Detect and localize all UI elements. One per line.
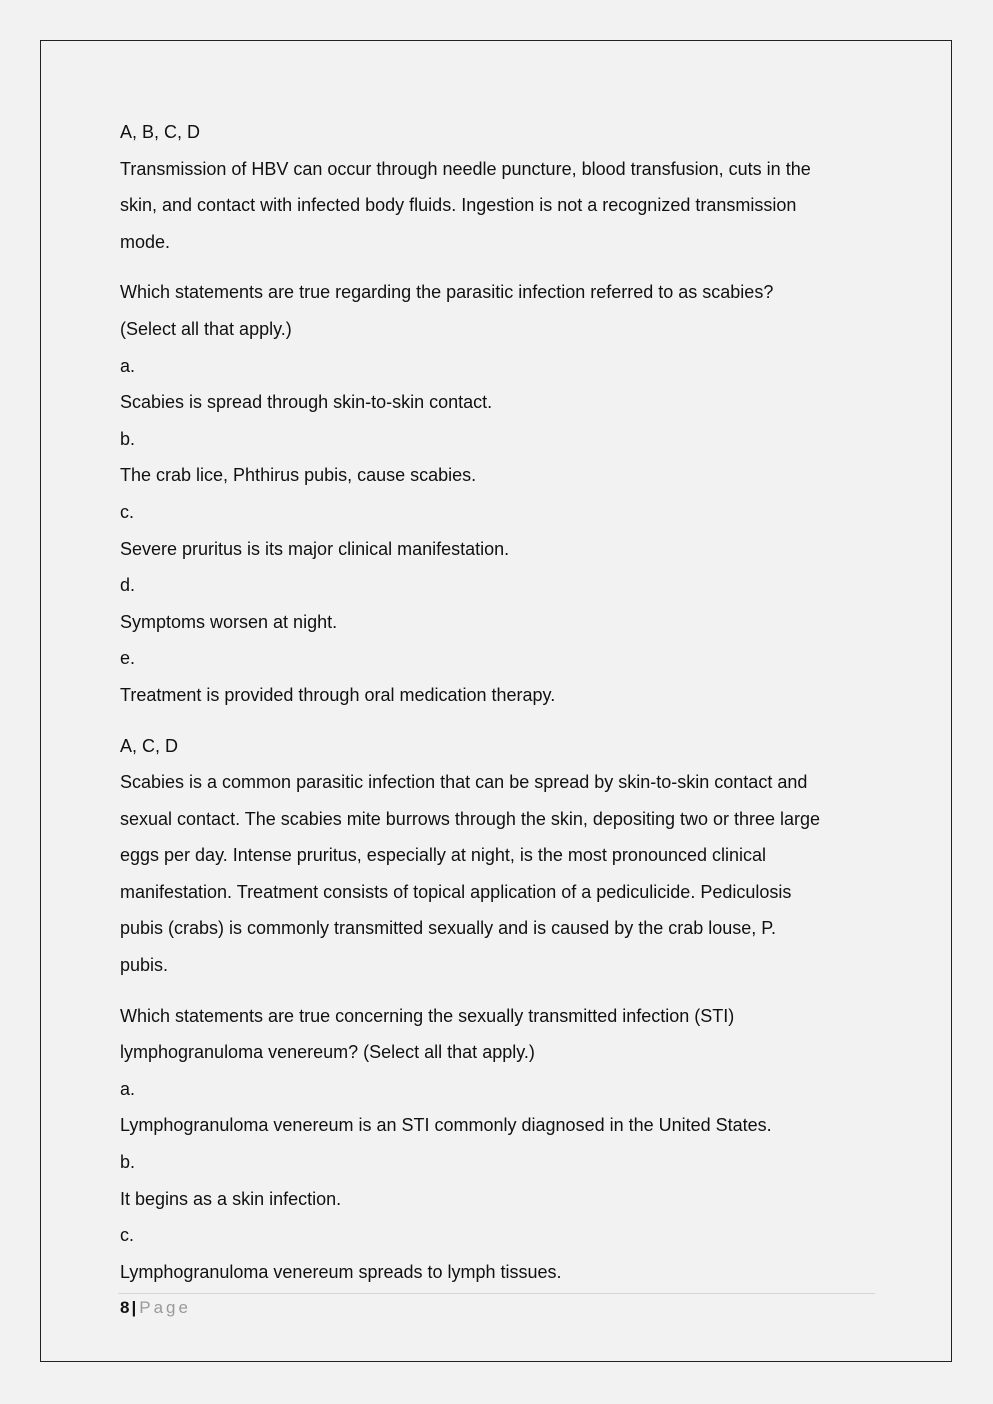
text-line: (Select all that apply.): [120, 318, 292, 339]
page-number: 8: [120, 1298, 130, 1317]
text-line: pubis (crabs) is commonly transmitted sexually and is caused by the crab louse, P.: [120, 918, 776, 939]
page-footer: [120, 1296, 191, 1320]
block-spacer: [120, 984, 880, 998]
text-line: Which statements are true regarding the parasitic infection referred to as scabies?: [120, 282, 774, 303]
text-line: Transmission of HBV can occur through needle puncture, blood transfusion, cuts in the: [120, 158, 811, 179]
text-line: b.: [120, 428, 136, 449]
block-spacer: [120, 714, 880, 728]
text-line: A, C, D: [120, 735, 179, 756]
text-line: e.: [120, 648, 136, 669]
text-line: Symptoms worsen at night.: [120, 611, 338, 632]
text-line: eggs per day. Intense pruritus, especially at night, is the most pronounced clinical: [120, 845, 767, 866]
text-line: d.: [120, 575, 136, 596]
text-line: mode.: [120, 231, 171, 252]
text-line: Severe pruritus is its major clinical manifestation.: [120, 538, 510, 559]
page-label: Page: [139, 1298, 191, 1317]
text-line: It begins as a skin infection.: [120, 1188, 342, 1209]
text-line: Scabies is spread through skin-to-skin contact.: [120, 392, 493, 413]
text-line: Scabies is a common parasitic infection that can be spread by skin-to-skin contact and: [120, 772, 808, 793]
text-block: [120, 728, 880, 984]
block-spacer: [120, 260, 880, 274]
text-line: Lymphogranuloma venereum is an STI commonly diagnosed in the United States.: [120, 1115, 772, 1136]
text-line: A, B, C, D: [120, 122, 201, 142]
text-line: Which statements are true concerning the sexually transmitted infection (STI): [120, 1005, 735, 1026]
text-line: manifestation. Treatment consists of topical application of a pediculicide. Pediculosis: [120, 881, 792, 902]
text-block: [120, 274, 880, 713]
text-line: a.: [120, 1078, 136, 1099]
text-line: c.: [120, 501, 135, 522]
text-line: The crab lice, Phthirus pubis, cause scabies.: [120, 465, 477, 486]
text-line: lymphogranuloma venereum? (Select all that apply.): [120, 1042, 535, 1063]
text-line: c.: [120, 1225, 135, 1246]
document-body: [120, 114, 880, 1290]
text-line: b.: [120, 1152, 136, 1173]
text-line: a.: [120, 355, 136, 376]
text-line: skin, and contact with infected body fluids. Ingestion is not a recognized transmission: [120, 195, 797, 216]
text-line: Treatment is provided through oral medication therapy.: [120, 684, 556, 705]
text-block: [120, 998, 880, 1291]
footer-divider: [118, 1293, 875, 1294]
text-block: [120, 114, 880, 260]
footer-separator: |: [131, 1298, 137, 1317]
text-line: pubis.: [120, 955, 169, 976]
text-line: Lymphogranuloma venereum spreads to lymph tissues.: [120, 1261, 562, 1282]
text-line: sexual contact. The scabies mite burrows through the skin, depositing two or three large: [120, 808, 821, 829]
